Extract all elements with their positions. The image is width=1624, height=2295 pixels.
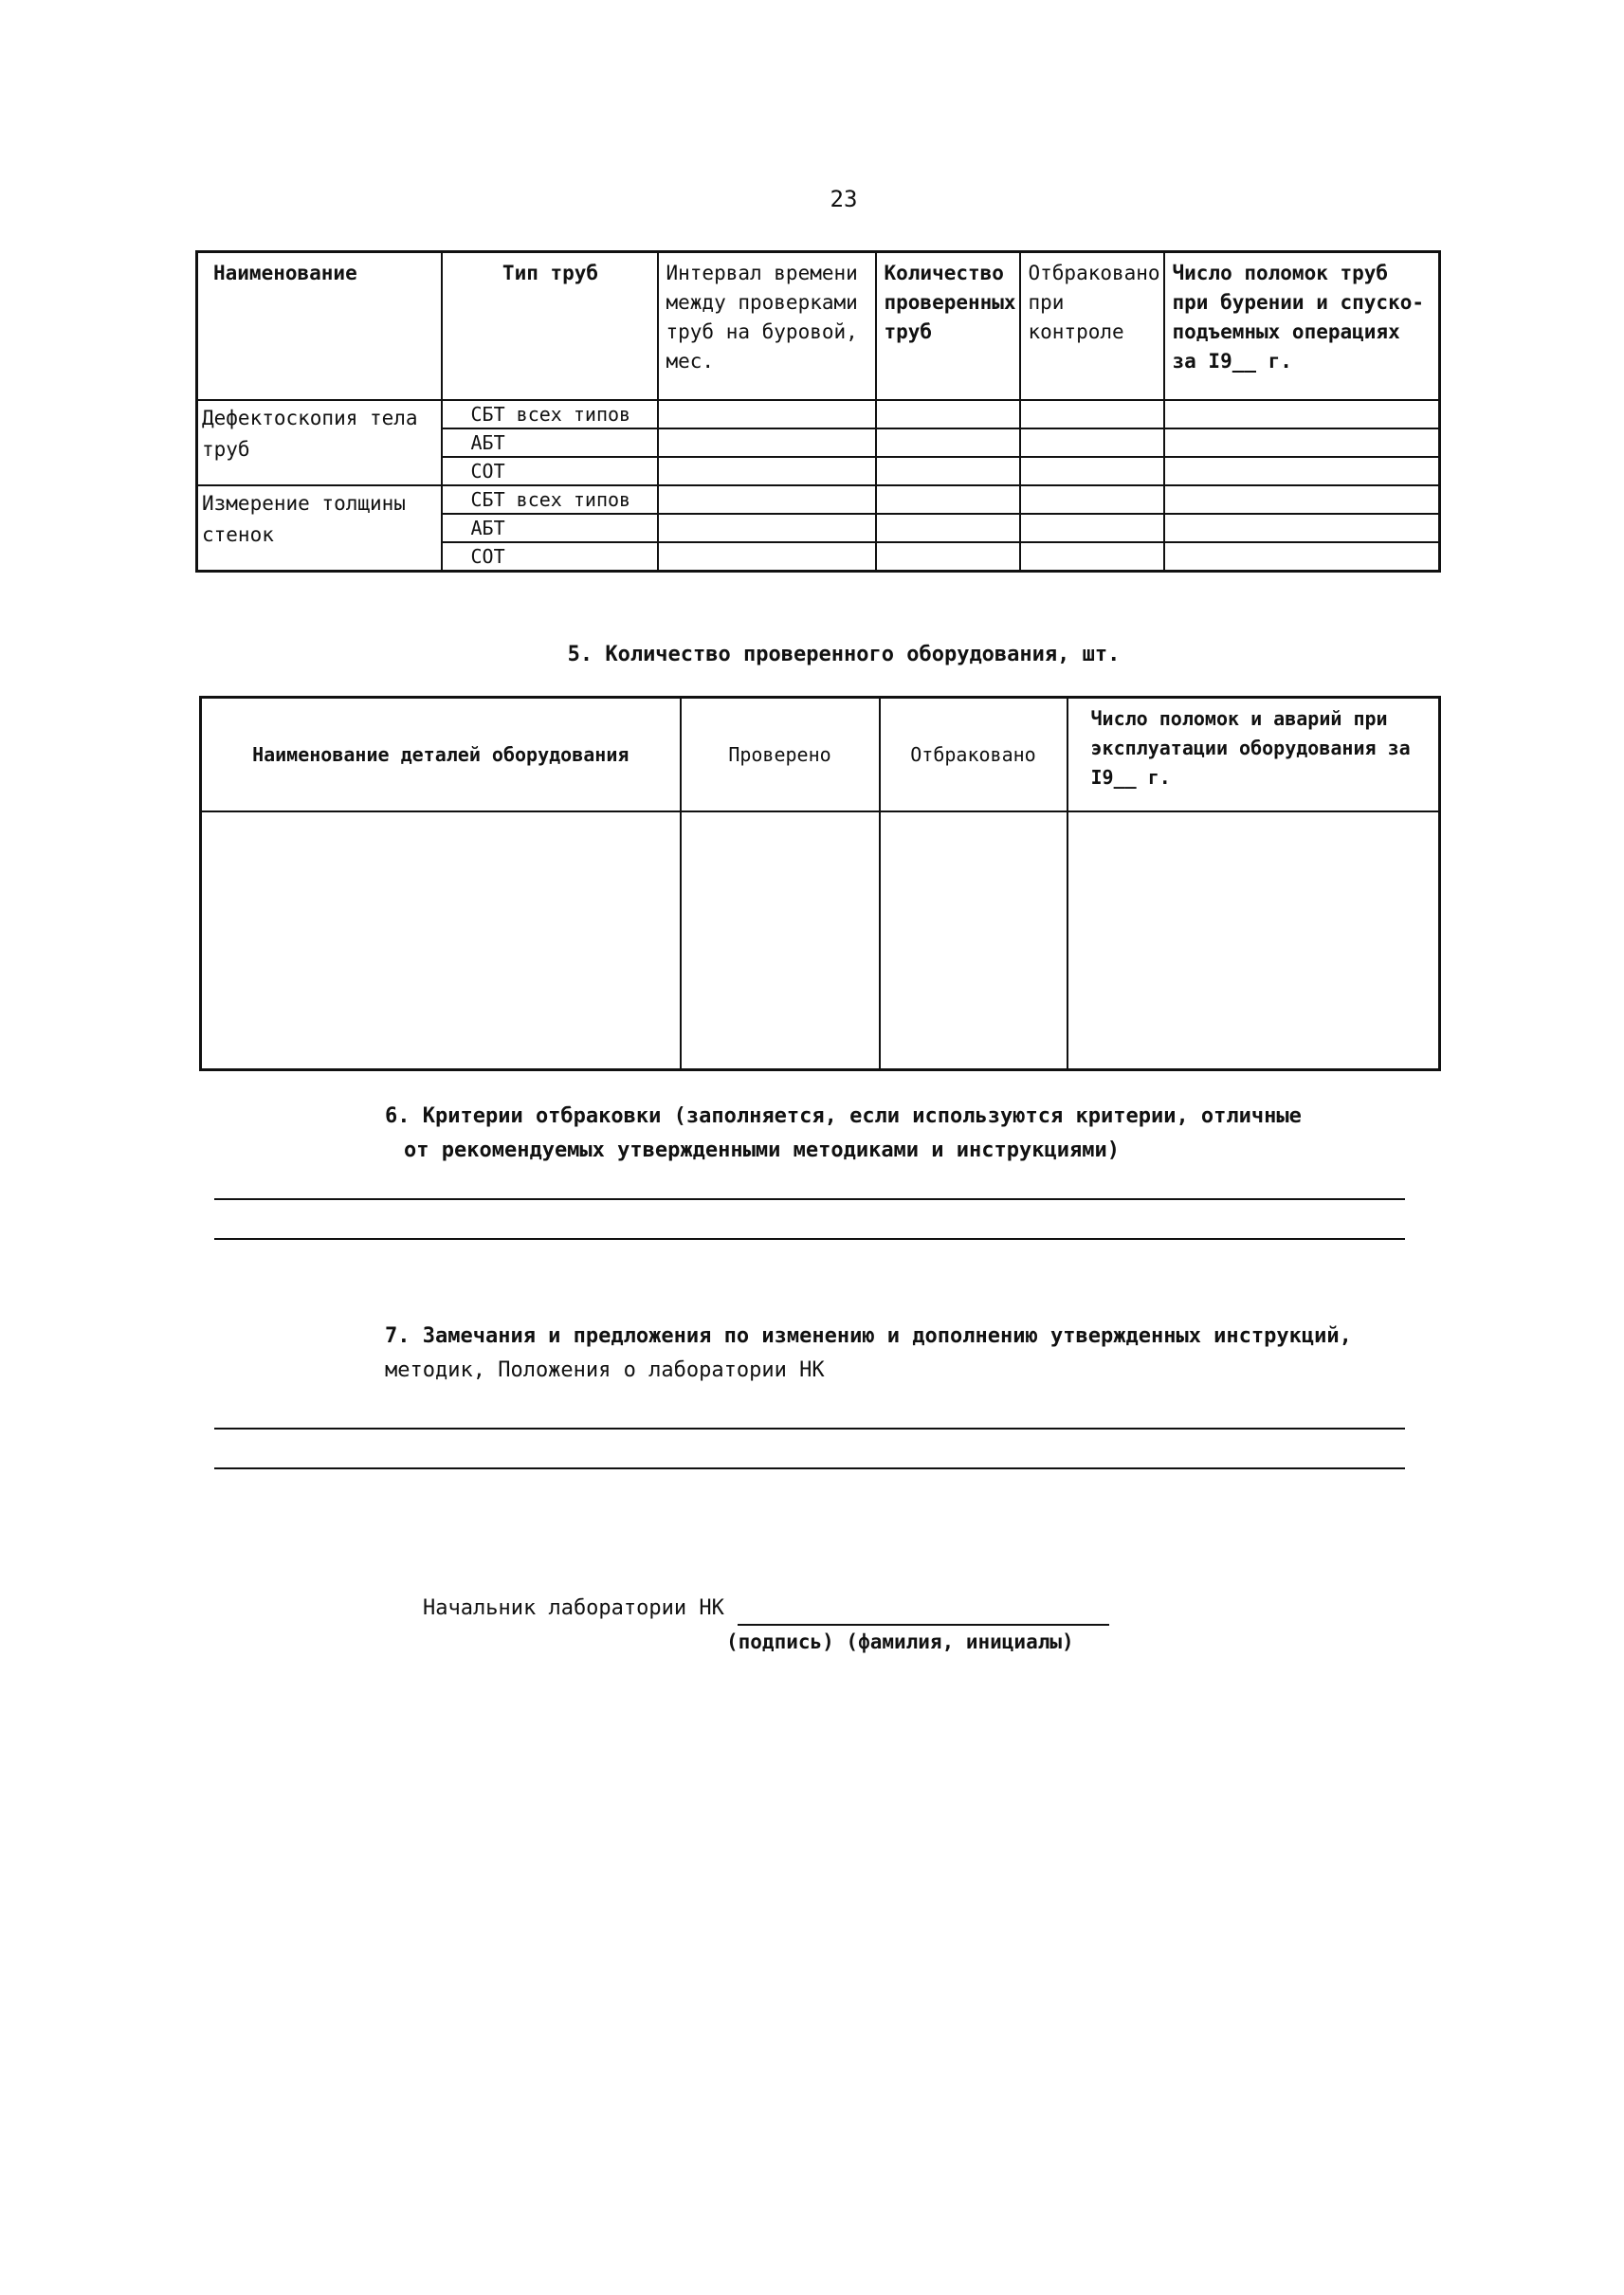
- section-7-line-2: методик, Положения о лаборатории НК: [385, 1358, 825, 1382]
- fill-line: [214, 1428, 1405, 1430]
- pipe-type-cell: СБТ всех типов: [442, 485, 658, 514]
- table-cell: [1164, 542, 1440, 572]
- page-number: 23: [830, 186, 858, 212]
- table-cell: [1020, 400, 1164, 428]
- table-cell: [876, 428, 1020, 457]
- table-cell: [201, 811, 681, 1070]
- pipe-type-cell: СБТ всех типов: [442, 400, 658, 428]
- section-6-line-1: 6. Критерии отбраковки (заполняется, если используются критерии, отличные: [385, 1104, 1302, 1128]
- table-cell: [658, 428, 876, 457]
- table-cell: [681, 811, 880, 1070]
- header-rejected: Отбраковано при контроле: [1020, 252, 1164, 401]
- signature-caption: (подпись) (фамилия, инициалы): [726, 1630, 1074, 1653]
- fill-line: [214, 1198, 1405, 1200]
- table-cell: [658, 400, 876, 428]
- table-cell: [1164, 514, 1440, 542]
- header-interval: Интервал времени между проверками труб на буровой, мес.: [658, 252, 876, 401]
- fill-line: [214, 1467, 1405, 1469]
- equipment-table: [199, 696, 1441, 1071]
- table-cell: [1020, 485, 1164, 514]
- header-breakdowns: Число поломок труб при бурении и спуско-подъемных операциях за I9__ г.: [1164, 252, 1440, 401]
- table-cell: [658, 542, 876, 572]
- header-checked: Проверено: [681, 698, 880, 812]
- pipe-type-cell: СОТ: [442, 457, 658, 485]
- pipe-type-cell: СОТ: [442, 542, 658, 572]
- table-cell: [876, 400, 1020, 428]
- fill-line: [214, 1238, 1405, 1240]
- table-row: [197, 400, 1440, 428]
- header-checked-count: Количество проверенных труб: [876, 252, 1020, 401]
- table-cell: [1164, 457, 1440, 485]
- signature-line: [738, 1624, 1109, 1626]
- table-cell: [876, 514, 1020, 542]
- table-cell: [1164, 485, 1440, 514]
- table-cell: [1020, 542, 1164, 572]
- table-cell: [658, 457, 876, 485]
- header-rejected: Отбраковано: [880, 698, 1067, 812]
- header-name: Наименование: [197, 252, 442, 401]
- group-name-defectoscopy: Дефектоскопия тела труб: [197, 400, 442, 485]
- table-header-row: [197, 252, 1440, 401]
- table-cell: [876, 542, 1020, 572]
- table-cell: [1164, 400, 1440, 428]
- header-equipment-breakdowns: Число поломок и аварий при эксплуатации оборудования за I9__ г.: [1067, 698, 1440, 812]
- table-cell: [1067, 811, 1440, 1070]
- table-cell: [1020, 457, 1164, 485]
- header-pipe-type: Тип труб: [442, 252, 658, 401]
- table-cell: [880, 811, 1067, 1070]
- table-cell: [658, 485, 876, 514]
- table-cell: [658, 514, 876, 542]
- pipe-type-cell: АБТ: [442, 514, 658, 542]
- table-cell: [876, 485, 1020, 514]
- table-row: [197, 485, 1440, 514]
- section-5-title: 5. Количество проверенного оборудования, шт.: [567, 643, 1121, 666]
- table-row: [201, 811, 1440, 1070]
- table-header-row: [201, 698, 1440, 812]
- pipe-inspection-table: [195, 250, 1441, 573]
- table-cell: [1020, 514, 1164, 542]
- header-equipment-name: Наименование деталей оборудования: [201, 698, 681, 812]
- table-cell: [876, 457, 1020, 485]
- table-cell: [1020, 428, 1164, 457]
- table-cell: [1164, 428, 1440, 457]
- section-7-line-1: 7. Замечания и предложения по изменению и дополнению утвержденных инструкций,: [385, 1324, 1352, 1348]
- section-6-line-2: от рекомендуемых утвержденными методиками и инструкциями): [404, 1138, 1120, 1162]
- pipe-type-cell: АБТ: [442, 428, 658, 457]
- group-name-wall-thickness: Измерение толщины стенок: [197, 485, 442, 572]
- signature-label: Начальник лаборатории НК: [423, 1596, 724, 1620]
